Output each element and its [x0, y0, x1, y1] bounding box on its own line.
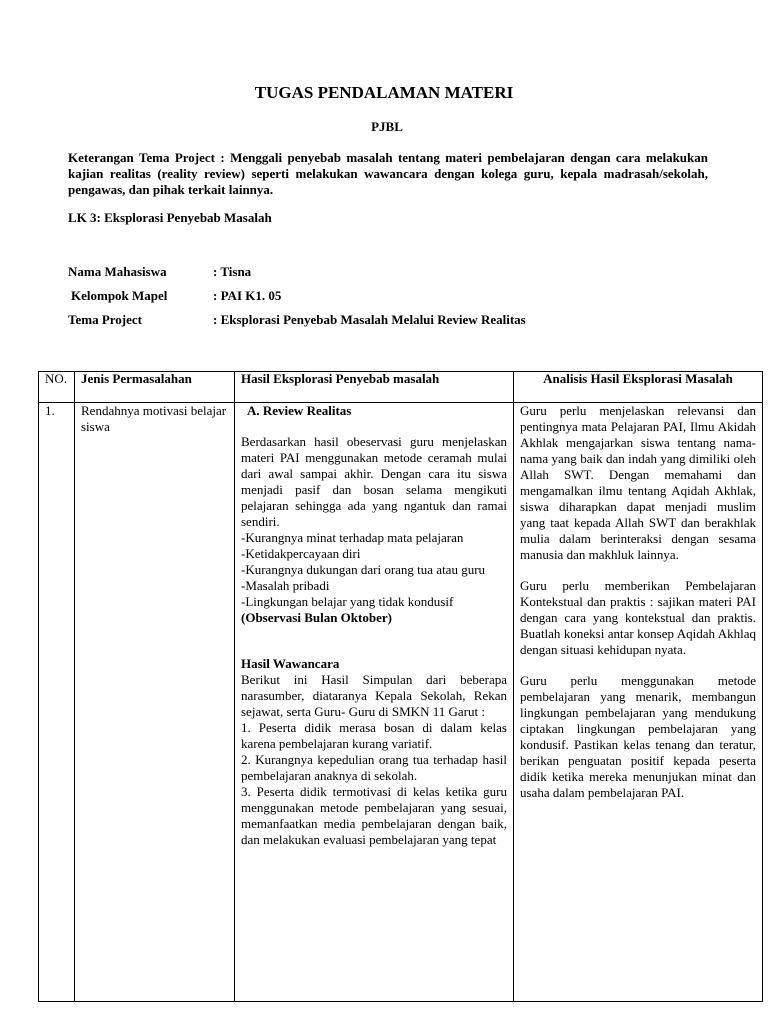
nama-label: Nama Mahasiswa	[68, 264, 167, 279]
table-row	[39, 403, 763, 1002]
row-jenis: Rendahnya motivasi belajar siswa	[75, 403, 235, 1002]
header-hasil: Hasil Eksplorasi Penyebab masalah	[235, 372, 514, 403]
analisis-paragraph: Guru perlu menggunakan metode pembelajaran yang menarik, membangun lingkungan pembelajaran yang mendukung ciptakan lingkungan pembelajaran yang kondusif. Pastikan kelas tenang dan teratur, berikan penguatan positif kepada peserta didik ketika mereka menunjukan minat dan usaha dalam pembelajaran PAI.	[520, 673, 756, 800]
row-analisis	[514, 403, 763, 1002]
lk-heading: LK 3: Eksplorasi Penyebab Masalah	[68, 210, 272, 225]
eksplorasi-table	[38, 371, 763, 1002]
analisis-paragraph: Guru perlu memberikan Pembelajaran Kontekstual dan praktis : sajikan materi PAI dengan cara yang kontekstual dan praktis. Buatlah koneksi antar konsep Aqidah Akhlaq dengan situasi kehidupan nyata.	[520, 578, 756, 657]
nama-value: : Tisna	[213, 264, 252, 279]
list-item: -Kurangnya minat terhadap mata pelajaran	[241, 530, 464, 545]
analisis-paragraph: Guru perlu menjelaskan relevansi dan pentingnya mata Pelajaran PAI, Ilmu Akidah Akhlak mengajarkan siswa tentang nama-nama yang baik dan indah yang dimiliki oleh Allah SWT. Dengan memahami dan mengamalkan ilmu tentang Aqidah Akhlak, siswa diharapkan dapat menjadi muslim yang taat kepada Allah SWT dan berakhlak mulia dalam berinteraksi dengan sesama manusia dan makhluk lainnya.	[520, 403, 756, 562]
document-title: TUGAS PENDALAMAN MATERI	[254, 83, 514, 102]
list-item: -Ketidakpercayaan diri	[241, 546, 361, 561]
header-jenis: Jenis Permasalahan	[75, 372, 235, 403]
list-item: 1. Peserta didik merasa bosan di dalam kelas karena pembelajaran kurang variatif.	[241, 720, 507, 751]
tema-value: : Eksplorasi Penyebab Masalah Melalui Review Realitas	[213, 312, 526, 327]
wawancara-intro: Berikut ini Hasil Simpulan dari beberapa narasumber, diataranya Kepala Sekolah, Rekan sejawat, serta Guru- Guru di SMKN 11 Garut :	[241, 672, 507, 719]
header-no: NO.	[39, 372, 75, 403]
document-subtitle: PJBL	[371, 119, 403, 134]
list-item: -Kurangnya dukungan dari orang tua atau guru	[241, 562, 486, 577]
table-header-row	[39, 372, 763, 403]
keterangan-paragraph: Keterangan Tema Project : Menggali penyebab masalah tentang materi pembelajaran dengan cara melakukan kajian realitas (reality review) seperti melakukan wawancara dengan kolega guru, kepala madrasah/sekolah, pengawas, dan pihak terkait lainnya.	[68, 150, 708, 197]
tema-label: Tema Project	[68, 312, 143, 327]
observasi-note: (Observasi Bulan Oktober)	[241, 610, 392, 625]
review-realitas-heading: A. Review Realitas	[247, 403, 352, 418]
list-item: -Masalah pribadi	[241, 578, 330, 593]
header-analisis: Analisis Hasil Eksplorasi Masalah	[514, 372, 763, 403]
list-item: 3. Peserta didik termotivasi di kelas ketika guru menggunakan metode pembelajaran yang sesuai, memanfaatkan media pembelajaran dengan baik, dan melakukan evaluasi pembelajaran yang tepat	[241, 784, 507, 847]
kelompok-value: : PAI K1. 05	[213, 288, 282, 303]
list-item: 2. Kurangnya kepedulian orang tua terhadap hasil pembelajaran anaknya di sekolah.	[241, 752, 507, 783]
observasi-paragraph: Berdasarkan hasil obeservasi guru menjelaskan materi PAI menggunakan metode ceramah mulai dari awal sampai akhir. Dengan cara itu siswa menjadi pasif dan bosan selama mengikuti pelajaran sehingga ada yang ngantuk dan ramai sendiri.	[241, 434, 507, 529]
list-item: -Lingkungan belajar yang tidak kondusif	[241, 594, 454, 609]
kelompok-label: Kelompok Mapel	[71, 288, 168, 303]
row-hasil	[235, 403, 514, 1002]
row-no: 1.	[39, 403, 75, 1002]
wawancara-heading: Hasil Wawancara	[241, 656, 340, 671]
